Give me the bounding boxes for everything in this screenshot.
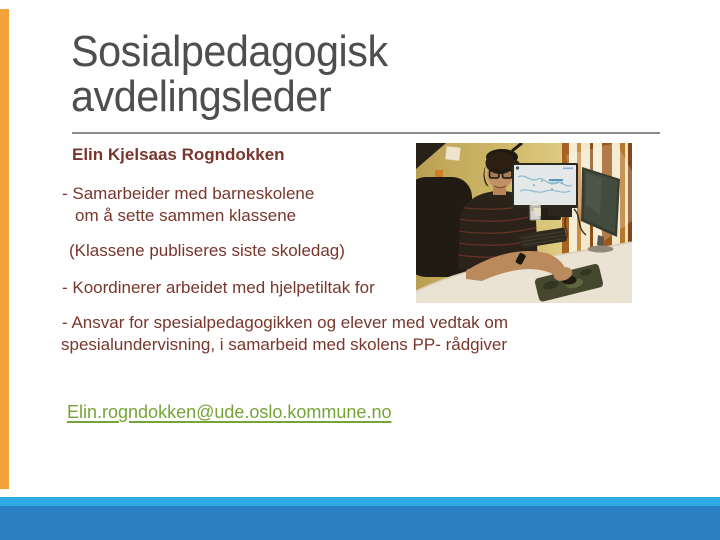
- bottom-bar-dark-blue: [0, 506, 720, 540]
- photo-tint: [416, 143, 632, 303]
- page-title-line2: avdelingsleder: [71, 72, 332, 121]
- left-accent-bar: [0, 9, 9, 489]
- speaker-name: Elin Kjelsaas Rogndokken: [72, 145, 285, 164]
- bullet-ansvar-line2: spesialundervisning, i samarbeid med skolens PP- rådgiver: [61, 335, 507, 354]
- person-at-desk-photo: [416, 143, 632, 303]
- bullet-ansvar-line1: - Ansvar for spesialpedagogikken og elever med vedtak om: [62, 313, 509, 332]
- title-underline: [72, 132, 660, 134]
- bottom-bar-light-blue: [0, 497, 720, 506]
- bullet-samarbeider-line2: om å sette sammen klassene: [75, 206, 297, 225]
- email-link[interactable]: Elin.rogndokken@ude.oslo.kommune.no: [67, 402, 392, 422]
- page-title-line1: Sosialpedagogisk: [71, 27, 388, 76]
- bullet-klassene: (Klassene publiseres siste skoledag): [69, 241, 345, 260]
- bullet-samarbeider-line1: - Samarbeider med barneskolene: [62, 184, 315, 203]
- page-title: [71, 29, 388, 119]
- office-photo-illustration: [416, 143, 632, 303]
- bullet-koordinerer: - Koordinerer arbeidet med hjelpetiltak for: [62, 278, 375, 297]
